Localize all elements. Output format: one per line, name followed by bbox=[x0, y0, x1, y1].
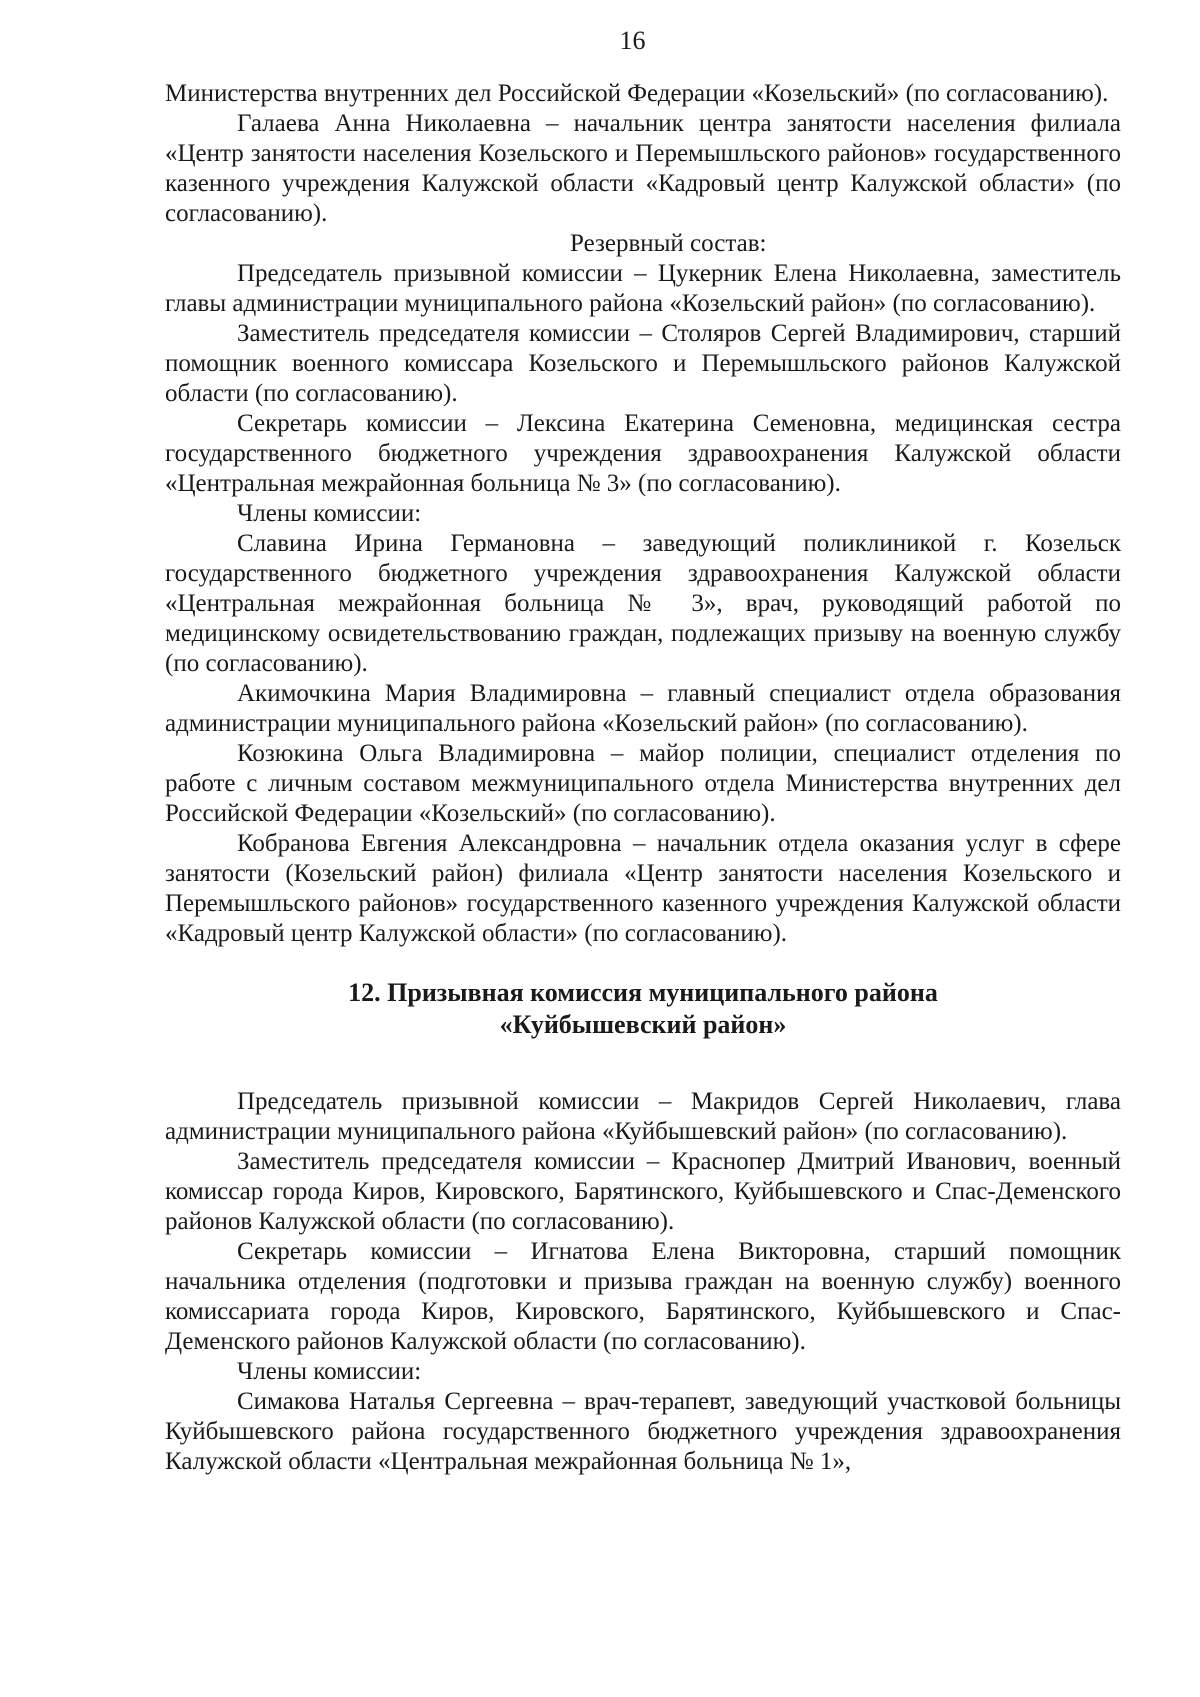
spacer bbox=[165, 1041, 1121, 1087]
document-body bbox=[165, 79, 1121, 1477]
section-chairman: Председатель призывной комиссии – Макридов Сергей Николаевич, глава администрации муниципального района «Куйбышевский район» (по согласованию). bbox=[165, 1088, 1121, 1145]
reserve-members-label: Члены комиссии: bbox=[237, 500, 422, 527]
paragraph-galaeva: Галаева Анна Николаевна – начальник центра занятости населения филиала «Центр занятости населения Козельского и Перемышльского районов» государственного казенного учреждения Калужской области «Кадровый центр Калужской области» (по согласованию). bbox=[165, 110, 1121, 227]
page-number: 16 bbox=[619, 26, 646, 55]
reserve-secretary: Секретарь комиссии – Лексина Екатерина Семеновна, медицинская сестра государственного бюджетного учреждения здравоохранения Калужской области «Центральная межрайонная больница № 3» (по согласованию). bbox=[165, 410, 1121, 497]
section-secretary: Секретарь комиссии – Игнатова Елена Викторовна, старший помощник начальника отделения (подготовки и призыва граждан на военную службу) военного комиссариата города Киров, Кировского, Барятинского, Куйбышевского и Спас-Деменского районов Калужской области (по согласованию). bbox=[165, 1238, 1121, 1355]
reserve-member-kozyukina: Козюкина Ольга Владимировна – майор полиции, специалист отделения по работе с личным составом межмуниципального отдела Министерства внутренних дел Российской Федерации «Козельский» (по согласованию). bbox=[165, 740, 1121, 827]
reserve-deputy: Заместитель председателя комиссии – Столяров Сергей Владимирович, старший помощник военного комиссара Козельского и Перемышльского районов Калужской области (по согласованию). bbox=[165, 320, 1121, 407]
paragraph-continuation: Министерства внутренних дел Российской Федерации «Козельский» (по согласованию). bbox=[165, 80, 1109, 107]
reserve-member-slavina: Славина Ирина Германовна – заведующий поликлиникой г. Козельск государственного бюджетного учреждения здравоохранения Калужской области «Центральная межрайонная больница № 3», врач, руководящий работой по медицинскому освидетельствованию граждан, подлежащих призыву на военную службу (по согласованию). bbox=[165, 530, 1121, 677]
reserve-member-akimochkina: Акимочкина Мария Владимировна – главный специалист отдела образования администрации муниципального района «Козельский район» (по согласованию). bbox=[165, 680, 1121, 737]
section-heading-line1: 12. Призывная комиссия муниципального района bbox=[348, 978, 938, 1007]
section-members-label: Члены комиссии: bbox=[237, 1358, 422, 1385]
section-deputy: Заместитель председателя комиссии – Краснопер Дмитрий Иванович, военный комиссар города Киров, Кировского, Барятинского, Куйбышевского и Спас-Деменского районов Калужской области (по согласованию). bbox=[165, 1148, 1121, 1235]
section-heading-line2: «Куйбышевский район» bbox=[499, 1010, 787, 1039]
section-member-simakova: Симакова Наталья Сергеевна – врач-терапевт, заведующий участковой больницы Куйбышевского района государственного бюджетного учреждения здравоохранения Калужской области «Центральная межрайонная больница № 1», bbox=[165, 1388, 1121, 1475]
reserve-chairman: Председатель призывной комиссии – Цукерник Елена Николаевна, заместитель главы администрации муниципального района «Козельский район» (по согласованию). bbox=[165, 260, 1121, 317]
reserve-title: Резервный состав: bbox=[570, 230, 767, 257]
section-heading bbox=[165, 977, 1121, 1041]
reserve-member-kobranova: Кобранова Евгения Александровна – начальник отдела оказания услуг в сфере занятости (Козельский район) филиала «Центр занятости населения Козельского и Перемышльского районов» государственного казенного учреждения Калужской области «Кадровый центр Калужской области» (по согласованию). bbox=[165, 830, 1121, 947]
